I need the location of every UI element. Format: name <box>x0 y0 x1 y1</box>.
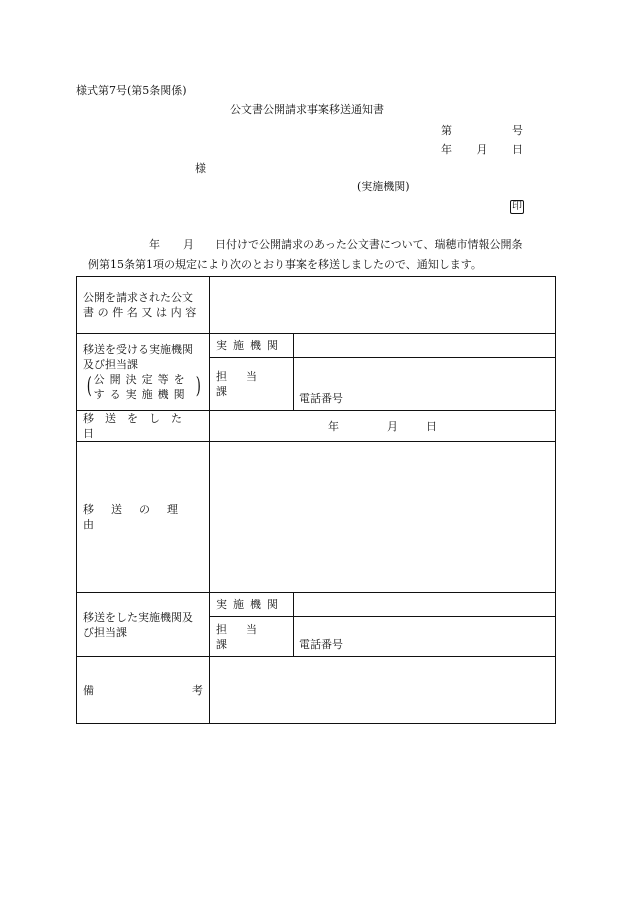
addressee-suffix: 様 <box>195 162 206 175</box>
body-text-line1: 日付けで公開請求のあった公文書について、瑞穂市情報公開条 <box>215 238 523 251</box>
sending-agency-field[interactable] <box>294 593 556 617</box>
transfer-reason-label: 移送の理由 <box>77 442 210 593</box>
sending-agency-label: 実施機関 <box>210 593 294 617</box>
transfer-month: 月 <box>387 419 398 433</box>
document-number-line <box>441 124 523 138</box>
receiving-section-label: 担当課 <box>210 358 294 411</box>
receiving-phone-label: 電話番号 <box>299 392 343 405</box>
transfer-year: 年 <box>328 419 339 433</box>
receiving-label: 移送を受ける実施機関及び担当課 <box>83 343 193 371</box>
sending-phone-label: 電話番号 <box>299 638 343 651</box>
transfer-details-table <box>76 276 556 724</box>
number-prefix: 第 <box>441 124 452 137</box>
sending-section-label: 担当課 <box>210 617 294 657</box>
issuer-label: (実施機関) <box>357 180 410 193</box>
sending-label-cell <box>77 593 210 657</box>
receiving-label-cell <box>77 334 210 411</box>
receiving-agency-field[interactable] <box>294 334 556 358</box>
receiving-section-field[interactable] <box>294 358 556 411</box>
document-name-row <box>77 277 556 334</box>
document-name-field[interactable] <box>210 277 556 334</box>
remarks-label: 備 考 <box>77 657 210 724</box>
transfer-reason-row <box>77 442 556 593</box>
seal-icon: 印 <box>512 201 522 212</box>
transfer-day: 日 <box>426 419 437 433</box>
transfer-reason-field[interactable] <box>210 442 556 593</box>
receiving-agency-label: 実施機関 <box>210 334 294 358</box>
remarks-row <box>77 657 556 724</box>
document-title: 公文書公開請求事案移送通知書 <box>230 103 384 116</box>
remarks-field[interactable] <box>210 657 556 724</box>
sending-agency-row <box>77 593 556 617</box>
issue-year: 年 <box>441 143 452 156</box>
form-number: 様式第7号(第5条関係) <box>76 84 187 97</box>
seal-mark <box>510 199 524 214</box>
issue-month: 月 <box>476 143 488 156</box>
issue-day: 日 <box>512 143 523 156</box>
body-date-year: 年 <box>149 238 160 251</box>
document-name-label: 公開を請求された公文 書の件名又は内容 <box>77 277 210 334</box>
receiving-note: ( 公開決定等を する実施機関 ) <box>86 373 202 401</box>
transfer-date-row <box>77 411 556 442</box>
body-text-line2: 例第15条第1項の規定により次のとおり事案を移送しましたので、通知します。 <box>88 258 482 271</box>
number-suffix: 号 <box>512 124 523 137</box>
sending-section-field[interactable] <box>294 617 556 657</box>
sending-label: 移送をした実施機関及び担当課 <box>83 610 193 639</box>
issue-date-line <box>441 143 523 157</box>
transfer-date-field[interactable] <box>210 411 556 442</box>
transfer-date-label: 移送をした日 <box>77 411 210 442</box>
receiving-agency-row <box>77 334 556 358</box>
body-date-month: 月 <box>183 238 194 251</box>
